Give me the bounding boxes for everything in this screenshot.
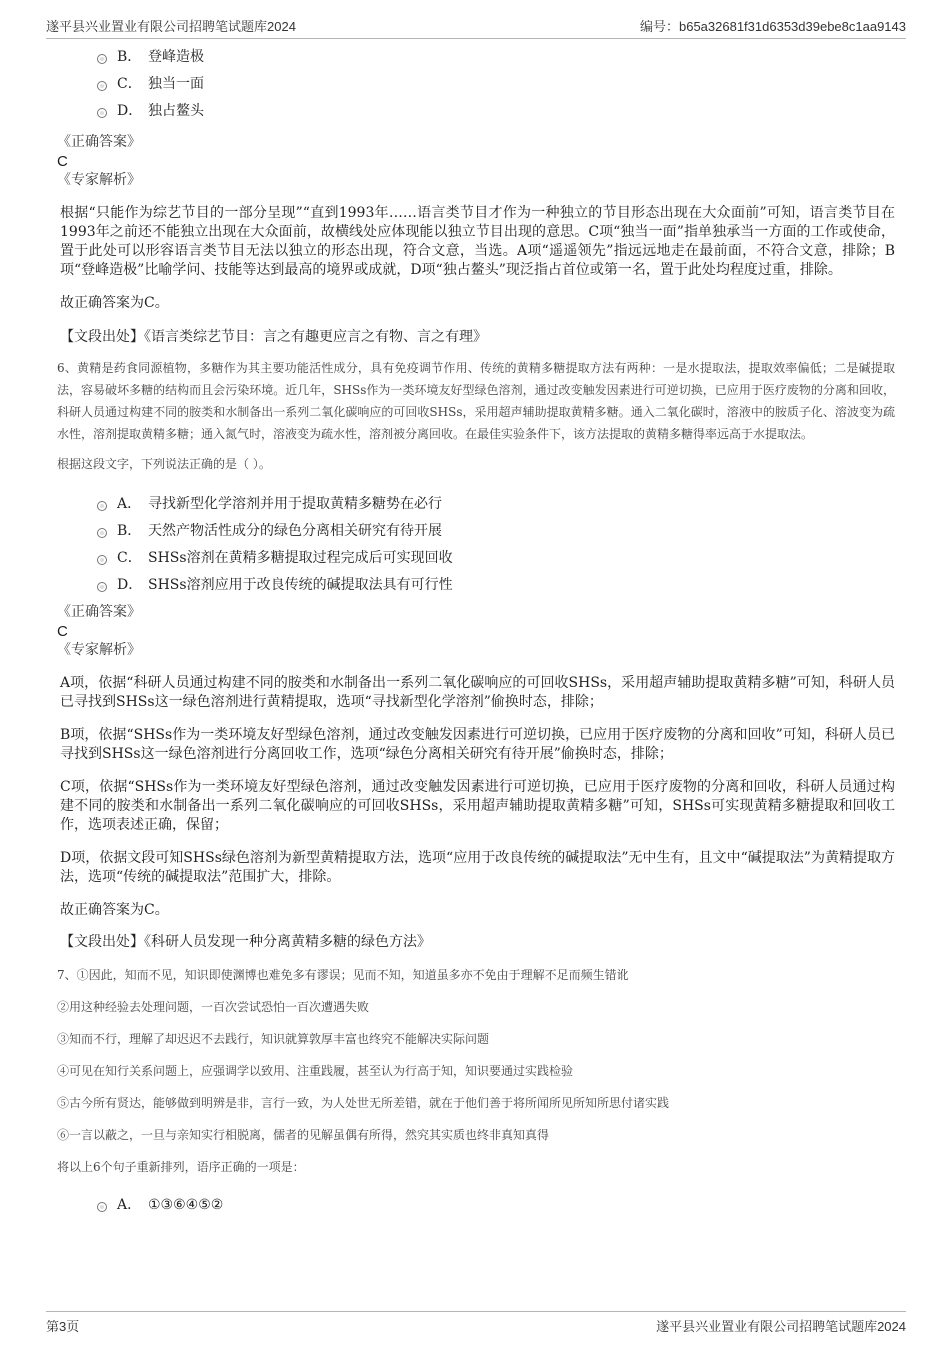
option-letter: A． [117, 496, 142, 512]
q6-analysis-d: D项，依据文段可知SHSs绿色溶剂为新型黄精提取方法，选项“应用于改良传统的碱提取法”无中生有，且文中“碱提取法”为黄精提取方法，选项“传统的碱提取法”范围扩大，排除。 [60, 850, 895, 885]
q6-option-c[interactable] [57, 545, 895, 572]
option-text: SHSs溶剂应用于改良传统的碱提取法具有可行性 [148, 577, 453, 593]
q7-sentence-2: ②用这种经验去处理问题，一百次尝试恐怕一百次遭遇失败 [57, 1000, 370, 1014]
option-letter: C． [117, 76, 142, 92]
radio-icon[interactable] [97, 501, 107, 511]
q6-source: 【文段出处】《科研人员发现一种分离黄精多糖的绿色方法》 [60, 934, 431, 950]
radio-icon[interactable] [97, 54, 107, 64]
radio-icon[interactable] [97, 81, 107, 91]
option-text: 登峰造极 [148, 49, 204, 65]
option-letter: A． [117, 1197, 142, 1213]
q5-answer: C [57, 153, 68, 170]
q7-sentence-4: ④可见在知行关系问题上，应强调学以致用、注重践履，甚至认为行高于知，知识要通过实践检验 [57, 1064, 574, 1078]
option-text: 天然产物活性成分的绿色分离相关研究有待开展 [148, 523, 442, 539]
q7-options [57, 1192, 895, 1219]
option-letter: D． [117, 577, 143, 593]
q6-answer-label: 《正确答案》 [57, 604, 141, 620]
option-text: 寻找新型化学溶剂并用于提取黄精多糖势在必行 [148, 496, 442, 512]
q6-analysis-c: C项，依据“SHSs作为一类环境友好型绿色溶剂，通过改变触发因素进行可逆切换，已应用于医疗废物的分离和回收，科研人员通过构建不同的胺类和水制备出一系列二氧化碳响应的可回收SHSs，采用超声辅助提取黄精多糖”可知，SHSs可实现黄精多糖提取和回收工作，选项表述正确，保留； [60, 779, 895, 833]
radio-icon[interactable] [97, 1202, 107, 1212]
header-title: 遂平县兴业置业有限公司招聘笔试题库2024 [46, 19, 296, 34]
option-text: 独占鳌头 [148, 103, 204, 119]
q5-source: 【文段出处】《语言类综艺节目：言之有趣更应言之有物、言之有理》 [60, 329, 487, 345]
q5-option-b[interactable] [57, 44, 895, 71]
page-footer [46, 1311, 906, 1336]
q5-answer-label: 《正确答案》 [57, 134, 141, 150]
radio-icon[interactable] [97, 528, 107, 538]
q7-sentence-6: ⑥一言以蔽之，一旦与亲知实行相脱离，儒者的见解虽偶有所得，然究其实质也终非真知真得 [57, 1128, 550, 1142]
q7-question: 将以上6个句子重新排列，语序正确的一项是： [57, 1160, 305, 1174]
option-letter: C． [117, 550, 142, 566]
option-text: 独当一面 [148, 76, 204, 92]
option-letter: D． [117, 103, 143, 119]
option-letter: B． [117, 49, 142, 65]
q7-sentence-3: ③知而不行，理解了却迟迟不去践行，知识就算敦厚丰富也终究不能解决实际问题 [57, 1032, 490, 1046]
q6-stem: 6、黄精是药食同源植物，多糖作为其主要功能活性成分，具有免疫调节作用、传统的黄精多糖提取方法有两种：一是水提取法，提取效率偏低；二是碱提取法，容易破坏多糖的结构而且会污染环境。近几年，SHSs作为一类环境友好型绿色溶剂，通过改变触发因素进行可逆切换，已应用于医疗废物的分离和回收，科研人员通过构建不同的胺类和水制备出一系列二氧化碳响应的可回收SHSs，采用超声辅助提取黄精多糖。通入二氧化碳时，溶液中的胺质子化、溶波变为疏水性，溶剂提取黄精多糖；通入氮气时，溶液变为疏水性，溶剂被分离回收。在最佳实验条件下，该方法提取的黄精多糖得率远高于水提取法。 [57, 361, 895, 441]
radio-icon[interactable] [97, 582, 107, 592]
q6-analysis-b: B项，依据“SHSs作为一类环境友好型绿色溶剂，通过改变触发因素进行可逆切换，已应用于医疗废物的分离和回收”可知，科研人员已寻找到SHSs这一绿色溶剂进行分离回收工作，选项“绿色分离相关研究有待开展”偷换时态，排除； [60, 727, 895, 762]
q6-question: 根据这段文字，下列说法正确的是（ ）。 [57, 457, 271, 471]
q7-sentence-5: ⑤古今所有贤达，能够做到明辨是非，言行一致，为人处世无所差错，就在于他们善于将所闻所见所知所思付诸实践 [57, 1096, 670, 1110]
option-letter: B． [117, 523, 142, 539]
q5-analysis-label: 《专家解析》 [57, 172, 141, 188]
q6-analysis-a: A项，依据“科研人员通过构建不同的胺类和水制备出一系列二氧化碳响应的可回收SHSs，采用超声辅助提取黄精多糖”可知，科研人员已寻找到SHSs这一绿色溶剂进行黄精提取，选项“寻找新型化学溶剂”偷换时态，排除； [60, 675, 895, 710]
q6-option-a[interactable] [57, 491, 895, 518]
q5-option-d[interactable] [57, 98, 895, 125]
page-number: 第3页 [46, 1319, 80, 1334]
header-doc-code: 编号：b65a32681f31d6353d39ebe8c1aa9143 [639, 19, 906, 34]
q6-answer: C [57, 623, 68, 640]
q7-option-a[interactable] [57, 1192, 895, 1219]
q6-option-b[interactable] [57, 518, 895, 545]
q5-options [57, 44, 895, 125]
q7-sentence-1: 7、①因此，知而不见，知识即使渊博也难免多有谬误；见而不知，知道虽多亦不免由于理解不足而频生错讹 [57, 968, 629, 982]
q6-options [57, 491, 895, 599]
option-text: SHSs溶剂在黄精多糖提取过程完成后可实现回收 [148, 550, 453, 566]
radio-icon[interactable] [97, 555, 107, 565]
q6-analysis-label: 《专家解析》 [57, 642, 141, 658]
q6-conclusion: 故正确答案为C。 [60, 902, 169, 918]
footer-title: 遂平县兴业置业有限公司招聘笔试题库2024 [656, 1319, 906, 1334]
page-header [46, 14, 906, 39]
q5-conclusion: 故正确答案为C。 [60, 295, 169, 311]
radio-icon[interactable] [97, 108, 107, 118]
q5-analysis: 根据“只能作为综艺节目的一部分呈现”“直到1993年……语言类节目才作为一种独立的节目形态出现在大众面前”可知，语言类节目在1993年之前还不能独立出现在大众面前，故横线处应体现能以独立节目出现的意思。C项“独当一面”指单独承当一方面的工作或使命，置于此处可以形容语言类节目无法以独立的形态出现，符合文意，当选。A项“遥遥领先”指远远地走在最前面，不符合文意，排除；B项“登峰造极”比喻学问、技能等达到最高的境界或成就，D项“独占鳌头”现泛指占首位或第一名，置于此处均程度过重，排除。 [60, 205, 895, 278]
option-text: ①③⑥④⑤② [148, 1197, 224, 1213]
q5-option-c[interactable] [57, 71, 895, 98]
q6-option-d[interactable] [57, 572, 895, 599]
document-body [57, 44, 895, 1219]
